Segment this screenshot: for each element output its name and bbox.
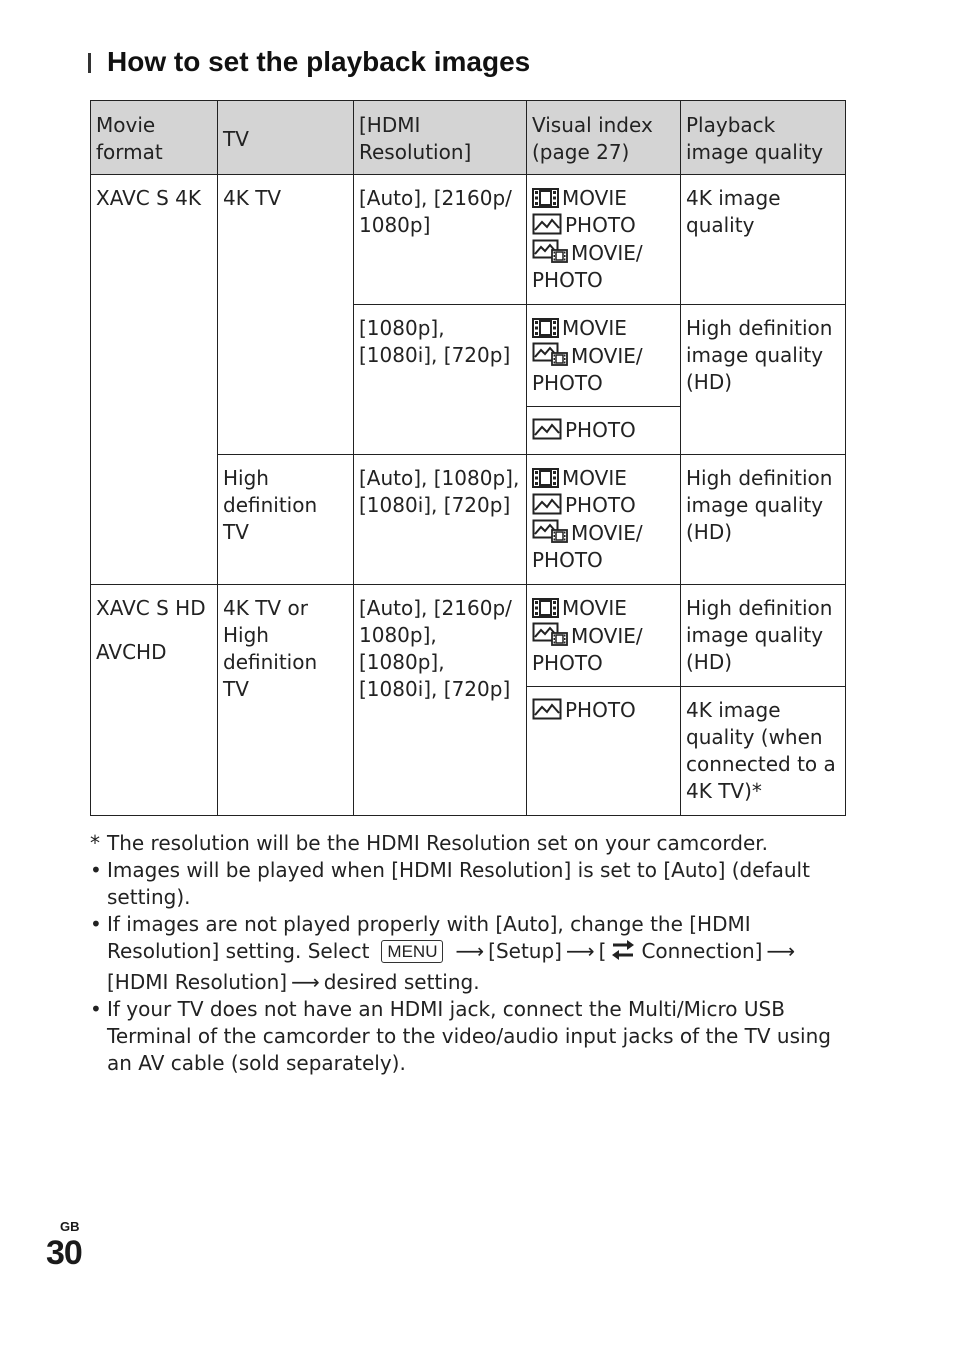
vi-movie-photo: MOVIE/ PHOTO: [532, 344, 643, 395]
note-text: [: [598, 939, 607, 963]
movie-icon: [532, 318, 559, 338]
tv-label: 4K TV or High definition TV: [223, 596, 318, 701]
menu-key: MENU: [381, 940, 443, 963]
cell-quality: [681, 585, 846, 687]
cell-format-xavc4k: [91, 175, 218, 585]
note-item: [90, 830, 850, 857]
vi-movie-photo: MOVIE/ PHOTO: [532, 241, 643, 292]
vi-photo: PHOTO: [565, 213, 636, 237]
resolution-label: [Auto], [1080p], [1080i], [720p]: [359, 466, 520, 517]
section-heading: [88, 46, 530, 78]
right-arrow-icon: ⟶: [291, 970, 320, 994]
vi-photo: PHOTO: [565, 493, 636, 517]
vi-movie: MOVIE: [562, 316, 627, 340]
right-arrow-icon: ⟶: [455, 939, 485, 963]
movie-icon: [532, 468, 559, 488]
note-item: [90, 996, 850, 1077]
photo-icon: [532, 213, 562, 235]
format-label: XAVC S 4K: [96, 186, 201, 210]
resolution-label: [Auto], [2160p/ 1080p], [1080p], [1080i], [720p]: [359, 596, 512, 701]
header-movie-format: Movie format: [91, 101, 218, 175]
cell-quality: [681, 455, 846, 585]
header-playback-quality: Playback image quality: [681, 101, 846, 175]
table-header-row: [91, 101, 846, 175]
note-text: [HDMI Resolution]: [107, 970, 288, 994]
format-label: AVCHD: [96, 640, 167, 664]
header-hdmi-resolution: [HDMI Resolution]: [354, 101, 527, 175]
cell-quality: [681, 175, 846, 305]
cell-quality: [681, 687, 846, 816]
cell-format-hd: [91, 585, 218, 816]
header-visual-index: Visual index (page 27): [527, 101, 681, 175]
vi-movie: MOVIE: [562, 466, 627, 490]
quality-label: High definition image quality (HD): [686, 316, 833, 394]
note-mark: •: [90, 858, 102, 882]
note-mark: •: [90, 997, 102, 1021]
tv-label: 4K TV: [223, 186, 282, 210]
quality-label: 4K image quality (when connected to a 4K TV)*: [686, 698, 836, 803]
quality-label: 4K image quality: [686, 186, 781, 237]
vi-movie-photo: MOVIE/ PHOTO: [532, 521, 643, 572]
movie-photo-icon: [532, 239, 568, 263]
note-item: [90, 857, 850, 911]
photo-icon: [532, 698, 562, 720]
note-text: If images are not played properly with [Auto], change the [HDMI Resolution] setting. Select: [107, 912, 751, 963]
cell-resolution: [354, 305, 527, 455]
notes-list: [90, 830, 850, 1077]
vi-movie: MOVIE: [562, 596, 627, 620]
photo-icon: [532, 418, 562, 440]
note-mark: •: [90, 912, 102, 936]
table-row: [91, 585, 846, 687]
region-label: GB: [60, 1219, 80, 1234]
movie-icon: [532, 188, 559, 208]
playback-table: [90, 100, 846, 816]
note-text: desired setting.: [323, 970, 480, 994]
note-text: [Setup]: [488, 939, 562, 963]
right-arrow-icon: ⟶: [565, 939, 595, 963]
movie-photo-icon: [532, 622, 568, 646]
movie-icon: [532, 598, 559, 618]
note-text: Images will be played when [HDMI Resolution] is set to [Auto] (default setting).: [107, 858, 810, 909]
movie-photo-icon: [532, 519, 568, 543]
cell-visual-index: [527, 687, 681, 816]
cell-visual-index: [527, 407, 681, 455]
cell-resolution: [354, 175, 527, 305]
heading-title: How to set the playback images: [107, 46, 531, 77]
vi-movie: MOVIE: [562, 186, 627, 210]
cell-resolution: [354, 455, 527, 585]
table-row: [91, 175, 846, 305]
resolution-label: [1080p], [1080i], [720p]: [359, 316, 511, 367]
cell-visual-index: [527, 455, 681, 585]
resolution-label: [Auto], [2160p/ 1080p]: [359, 186, 512, 237]
tv-label: High definition TV: [223, 466, 318, 544]
cell-tv-4k: [218, 175, 354, 455]
connection-icon: [610, 938, 636, 969]
cell-resolution: [354, 585, 527, 816]
note-item: [90, 911, 850, 996]
note-text: If your TV does not have an HDMI jack, connect the Multi/Micro USB Terminal of the camcorder to the video/audio input jacks of the TV using an AV cable (sold separately).: [107, 997, 831, 1075]
vi-photo: PHOTO: [565, 418, 636, 442]
cell-visual-index: [527, 305, 681, 407]
right-arrow-icon: ⟶: [766, 939, 796, 963]
note-text: The resolution will be the HDMI Resolution set on your camcorder.: [107, 831, 769, 855]
quality-label: High definition image quality (HD): [686, 466, 833, 544]
cell-visual-index: [527, 585, 681, 687]
cell-tv-both: [218, 585, 354, 816]
heading-bar: [88, 53, 91, 73]
cell-tv-hd: [218, 455, 354, 585]
page-number: 30: [46, 1234, 82, 1272]
format-label: XAVC S HD: [96, 596, 206, 620]
note-text: Connection]: [641, 939, 763, 963]
vi-movie-photo: MOVIE/ PHOTO: [532, 624, 643, 675]
cell-quality: [681, 305, 846, 455]
movie-photo-icon: [532, 342, 568, 366]
vi-photo: PHOTO: [565, 698, 636, 722]
photo-icon: [532, 493, 562, 515]
quality-label: High definition image quality (HD): [686, 596, 833, 674]
note-mark: *: [90, 831, 100, 855]
cell-visual-index: [527, 175, 681, 305]
header-tv: TV: [218, 101, 354, 175]
